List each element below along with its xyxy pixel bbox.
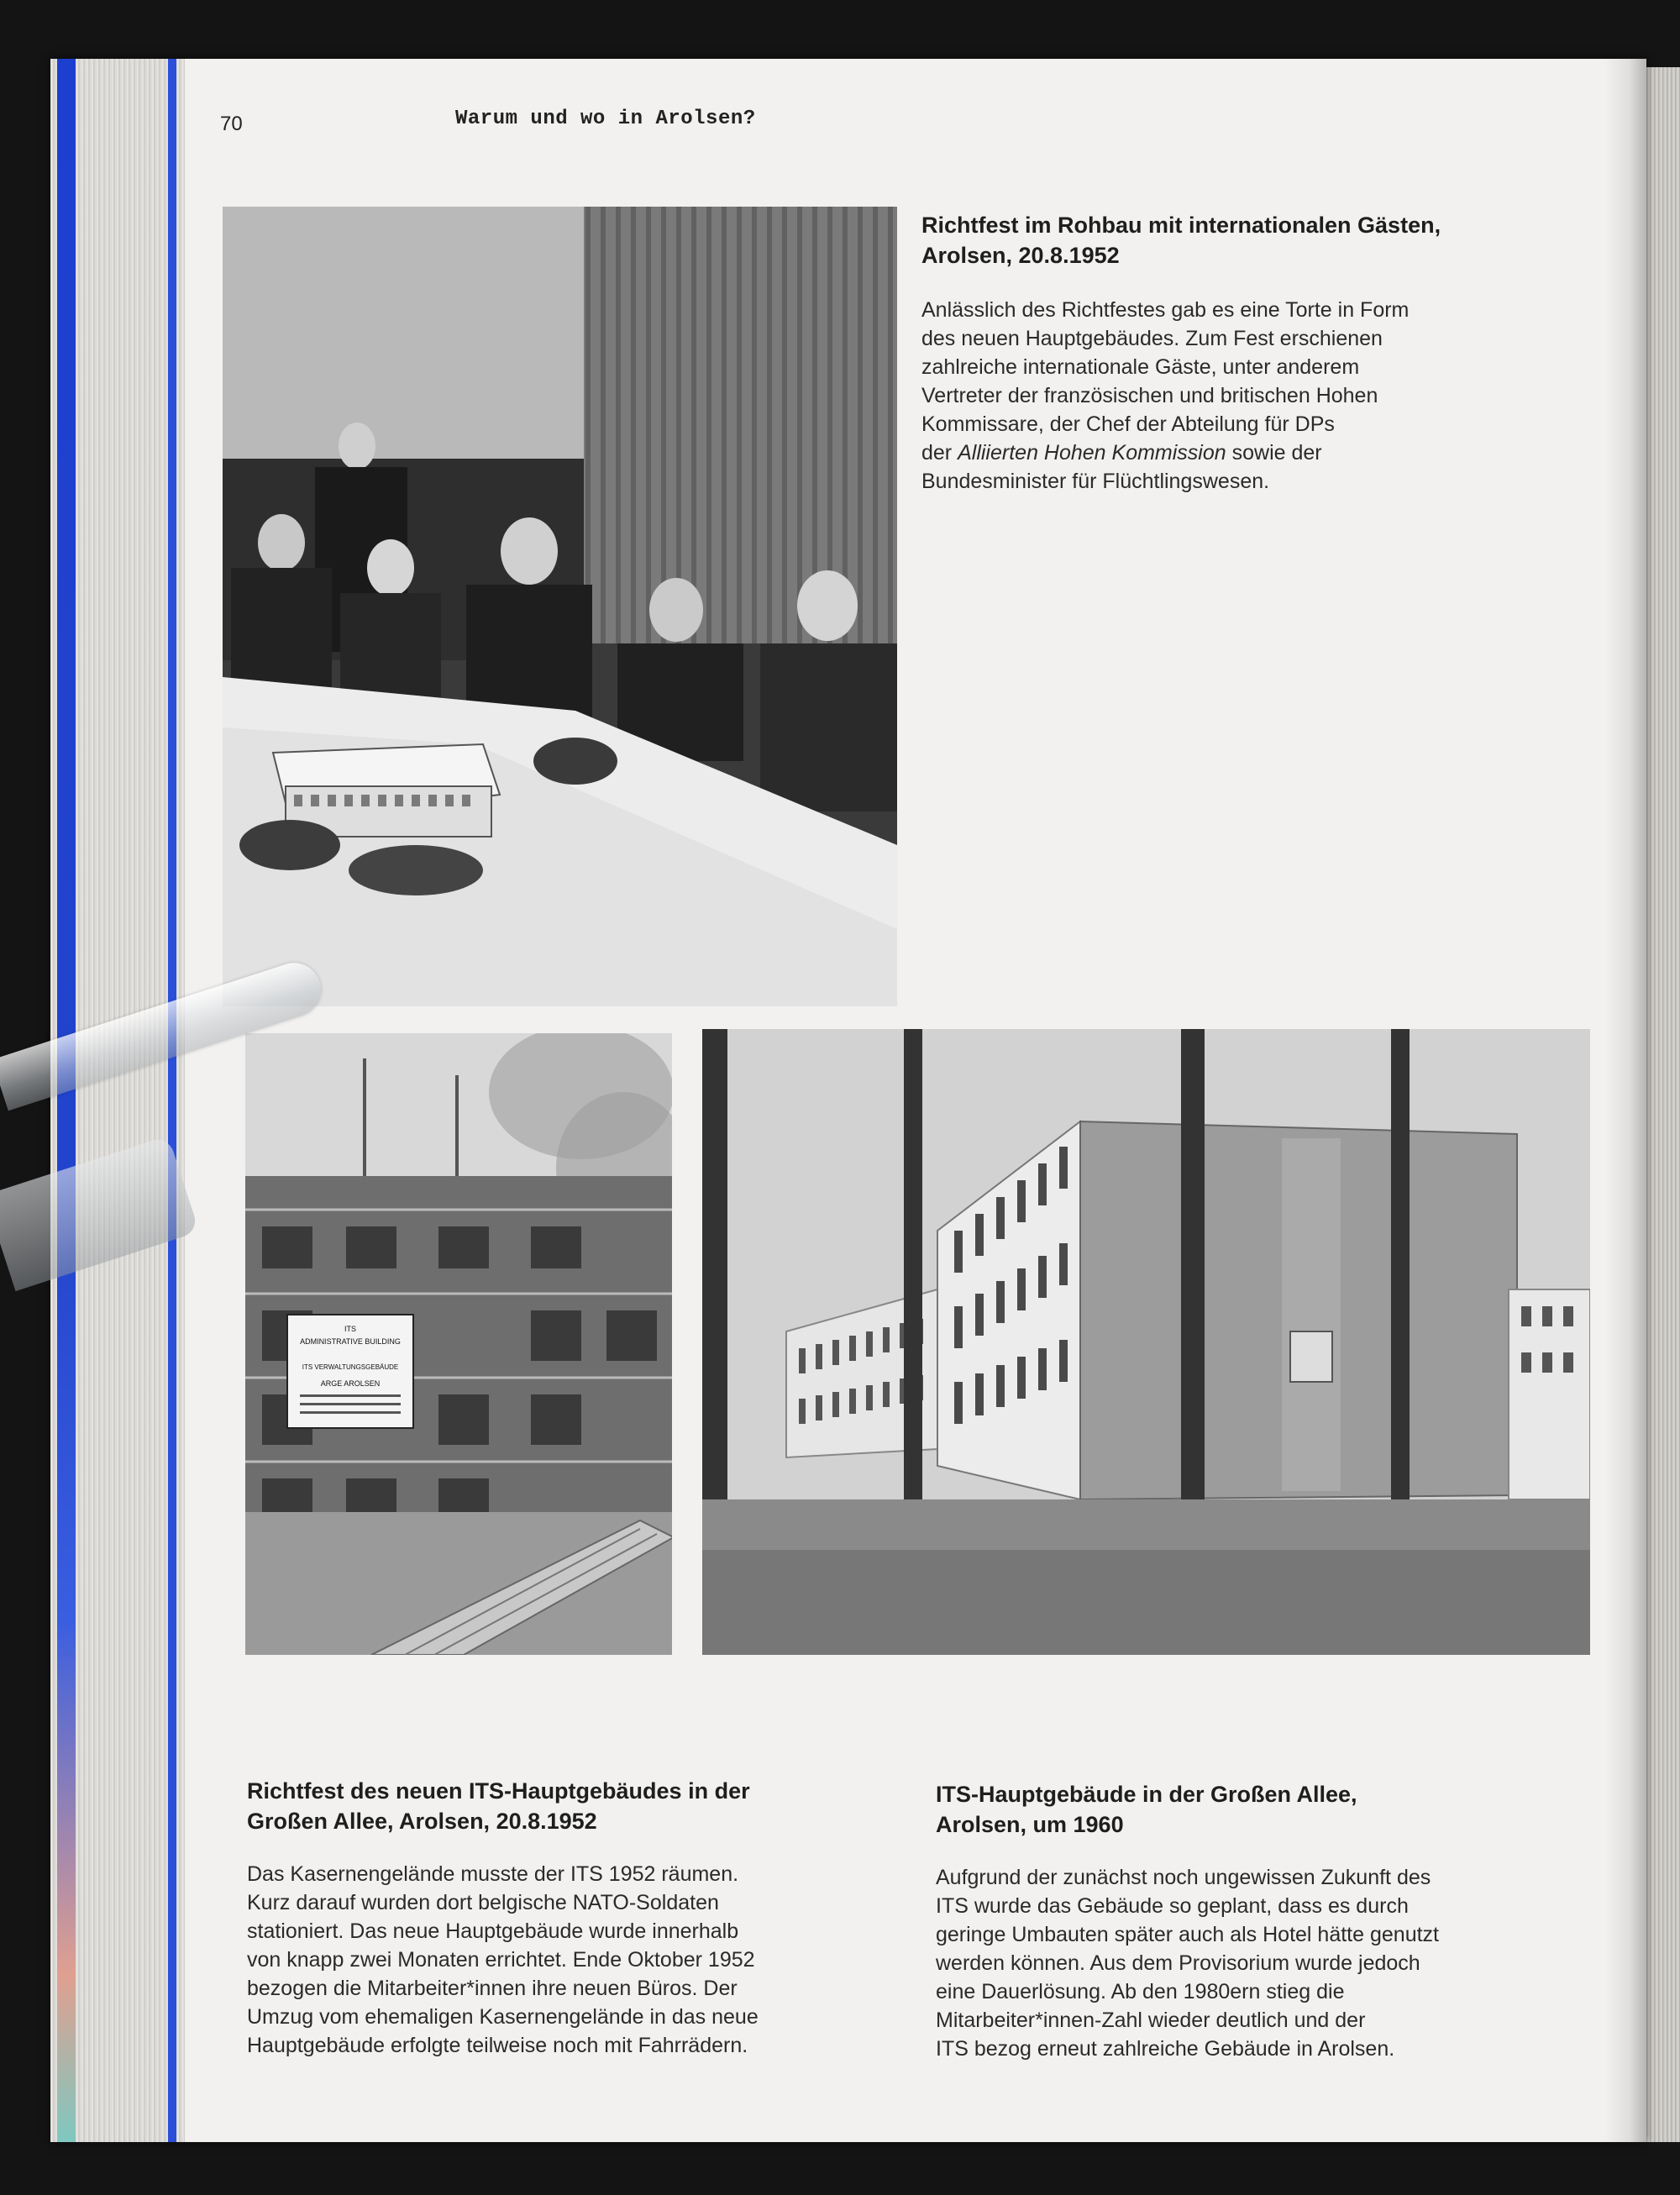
caption-1-line6-pre: der — [921, 441, 958, 465]
page-number: 70 — [220, 113, 243, 135]
caption-1-line1: Anlässlich des Richtfestes gab es eine Torte in Form — [921, 298, 1410, 322]
caption-2-title-line1: Richtfest des neuen ITS-Hauptgebäudes in der — [247, 1778, 750, 1804]
caption-3-line6: Mitarbeiter*innen-Zahl wieder deutlich und der — [936, 2009, 1366, 2032]
caption-3-title-line2: Arolsen, um 1960 — [936, 1812, 1124, 1837]
caption-2-title — [247, 1776, 750, 1836]
caption-1-line5: Kommissare, der Chef der Abteilung für DPs — [921, 412, 1335, 436]
caption-1-title-line2: Arolsen, 20.8.1952 — [921, 243, 1120, 268]
caption-2-line1: Das Kasernengelände musste der ITS 1952 räumen. — [247, 1862, 739, 1886]
caption-1-title-line1: Richtfest im Rohbau mit internationalen Gästen, — [921, 213, 1441, 238]
caption-3-title-line1: ITS-Hauptgebäude in der Großen Allee, — [936, 1782, 1357, 1807]
caption-1-line3: zahlreiche internationale Gäste, unter anderem — [921, 355, 1360, 379]
caption-3-line3: geringe Umbauten später auch als Hotel hätte genutzt — [936, 1923, 1439, 1946]
blue-page-edge-inner — [168, 59, 176, 2142]
right-page-edges — [1646, 67, 1680, 2142]
caption-1-body — [921, 296, 1409, 496]
caption-2-line5: bezogen die Mitarbeiter*innen ihre neuen Büros. Der — [247, 1977, 738, 2000]
caption-2-title-line2: Großen Allee, Arolsen, 20.8.1952 — [247, 1809, 597, 1834]
sign-line4: ARGE AROLSEN — [320, 1379, 381, 1388]
caption-2-line2: Kurz darauf wurden dort belgische NATO-Soldaten — [247, 1891, 719, 1914]
caption-3-line1: Aufgrund der zunächst noch ungewissen Zukunft des — [936, 1866, 1431, 1889]
caption-2-line7: Hauptgebäude erfolgte teilweise noch mit Fahrrädern. — [247, 2034, 748, 2057]
caption-1-line6-em: Alliierten Hohen Kommission — [958, 441, 1226, 465]
caption-1-line4: Vertreter der französischen und britischen Hohen — [921, 384, 1378, 407]
caption-2-line3: stationiert. Das neue Hauptgebäude wurde innerhalb — [247, 1919, 739, 1943]
caption-1-line6-post: sowie der — [1226, 441, 1322, 465]
photo-main-building — [702, 1029, 1590, 1655]
caption-3-title — [936, 1779, 1357, 1840]
caption-3-line4: werden können. Aus dem Provisorium wurde jedoch — [936, 1951, 1420, 1975]
caption-3-line7: ITS bezog erneut zahlreiche Gebäude in Arolsen. — [936, 2037, 1395, 2061]
caption-2-line4: von knapp zwei Monaten errichtet. Ende Oktober 1952 — [247, 1948, 755, 1972]
caption-3-line5: eine Dauerlösung. Ab den 1980ern stieg die — [936, 1980, 1345, 2003]
caption-3-line2: ITS wurde das Gebäude so geplant, dass es durch — [936, 1894, 1409, 1918]
caption-3-body — [936, 1863, 1439, 2063]
page-gutter-shadow — [1604, 59, 1646, 2142]
caption-1-line2: des neuen Hauptgebäudes. Zum Fest erschienen — [921, 327, 1383, 350]
caption-2-body — [247, 1860, 759, 2060]
caption-1-line7: Bundesminister für Flüchtlingswesen. — [921, 470, 1270, 493]
running-title: Warum und wo in Arolsen? — [455, 108, 756, 130]
sign-line2: ADMINISTRATIVE BUILDING — [300, 1337, 401, 1346]
sign-line3: ITS VERWALTUNGSGEBÄUDE — [302, 1363, 399, 1371]
caption-1-title — [921, 210, 1441, 270]
sign-line1: ITS — [344, 1325, 357, 1333]
photo-banquet — [223, 207, 897, 1006]
photo-construction — [245, 1033, 672, 1655]
caption-2-line6: Umzug vom ehemaligen Kasernengelände in das neue — [247, 2005, 759, 2029]
blue-page-edge — [57, 59, 76, 2142]
